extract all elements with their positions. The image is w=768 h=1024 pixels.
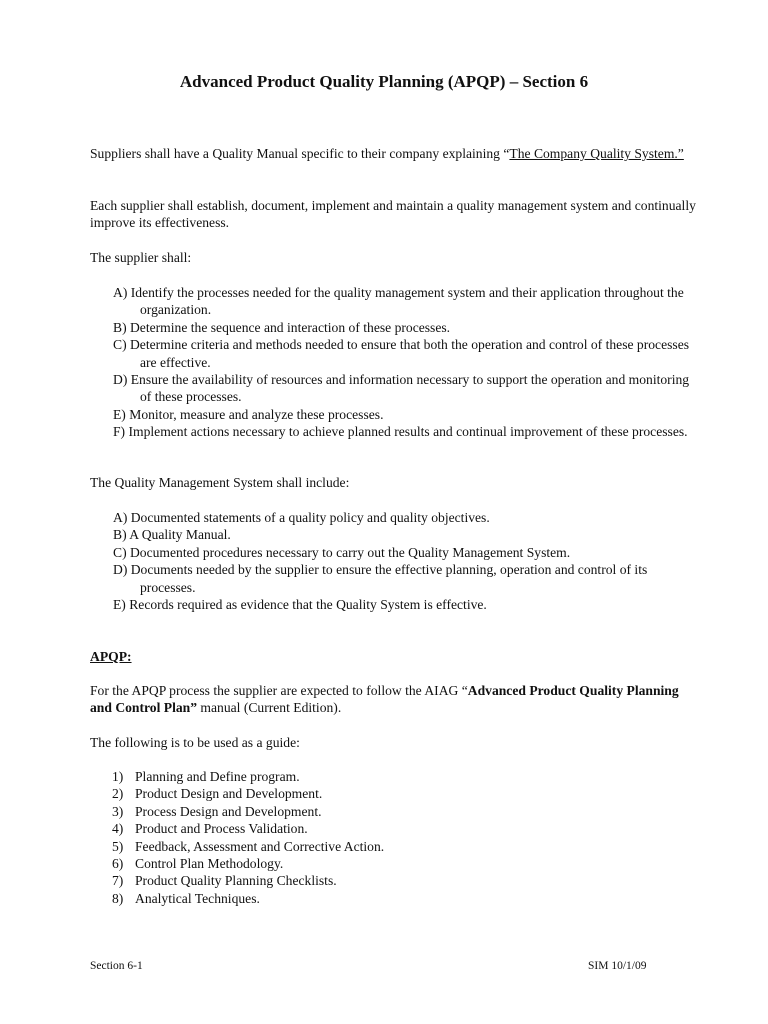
list-number: 4): [112, 821, 124, 837]
establish-text: Each supplier shall establish, document, implement and maintain a quality management system and continually improve its effectiveness.: [90, 198, 696, 231]
list-text: Process Design and Development.: [135, 803, 322, 819]
list-number: 6): [112, 856, 124, 872]
list-item: [90, 785, 700, 802]
list-item: B) A Quality Manual.: [113, 527, 231, 543]
intro-paragraph: [90, 145, 700, 162]
list-item: B) Determine the sequence and interaction of these processes.: [113, 319, 451, 335]
list-text: Product Quality Planning Checklists.: [135, 873, 337, 889]
supplier-requirements-list: [90, 284, 700, 441]
list-item: [90, 855, 700, 872]
list-text: Control Plan Methodology.: [135, 856, 284, 872]
list-item: C) Documented procedures necessary to carry out the Quality Management System.: [113, 544, 571, 560]
list-number: 2): [112, 786, 124, 802]
supplier-shall-heading: The supplier shall:: [90, 250, 192, 265]
qms-heading: The Quality Management System shall include:: [90, 475, 350, 490]
list-number: 8): [112, 890, 124, 906]
list-item: A) Identify the processes needed for the quality management system and their application throughout the organization.: [113, 285, 684, 318]
page-title: Advanced Product Quality Planning (APQP) – Section 6: [179, 72, 589, 91]
list-text: Product and Process Validation.: [135, 821, 308, 837]
guide-list: [90, 768, 700, 907]
list-item: E) Records required as evidence that the Quality System is effective.: [113, 597, 487, 613]
list-item: [90, 803, 700, 820]
list-item: D) Ensure the availability of resources and information necessary to support the operation and monitoring of these processes.: [113, 372, 690, 405]
apqp-text-post: manual (Current Edition).: [197, 700, 342, 716]
establish-paragraph: [90, 197, 700, 232]
intro-text: Suppliers shall have a Quality Manual specific to their company explaining “: [90, 146, 510, 161]
list-item: [90, 820, 700, 837]
list-number: 7): [112, 873, 124, 889]
list-item: [90, 890, 700, 907]
footer-section-number: Section 6-1: [90, 960, 143, 972]
list-item: D) Documents needed by the supplier to ensure the effective planning, operation and control of its processes.: [113, 562, 648, 595]
list-item: E) Monitor, measure and analyze these processes.: [113, 406, 384, 422]
qms-list: [90, 509, 700, 613]
list-number: 1): [112, 769, 124, 784]
guide-heading: The following is to be used as a guide:: [90, 735, 300, 750]
apqp-heading: APQP:: [90, 649, 132, 664]
list-text: Planning and Define program.: [135, 769, 300, 784]
list-text: Product Design and Development.: [135, 786, 323, 802]
list-number: 5): [112, 838, 124, 854]
list-number: 3): [112, 803, 124, 819]
list-item: [90, 872, 700, 889]
list-item: A) Documented statements of a quality policy and quality objectives.: [113, 510, 490, 525]
list-item: C) Determine criteria and methods needed to ensure that both the operation and control of these processes are effective.: [113, 337, 690, 370]
intro-underlined: The Company Quality System.”: [509, 146, 684, 161]
list-item: [90, 768, 700, 785]
list-item: F) Implement actions necessary to achieve planned results and continual improvement of these processes.: [113, 424, 688, 440]
list-text: Feedback, Assessment and Corrective Action.: [135, 838, 385, 854]
apqp-text-pre: For the APQP process the supplier are expected to follow the AIAG “: [90, 683, 468, 698]
list-text: Analytical Techniques.: [135, 890, 260, 906]
apqp-manual-title: Advanced Product Quality Planning and Control Plan”: [90, 683, 679, 716]
footer-revision: SIM 10/1/09: [588, 960, 647, 972]
list-item: [90, 838, 700, 855]
apqp-paragraph: [90, 682, 700, 717]
